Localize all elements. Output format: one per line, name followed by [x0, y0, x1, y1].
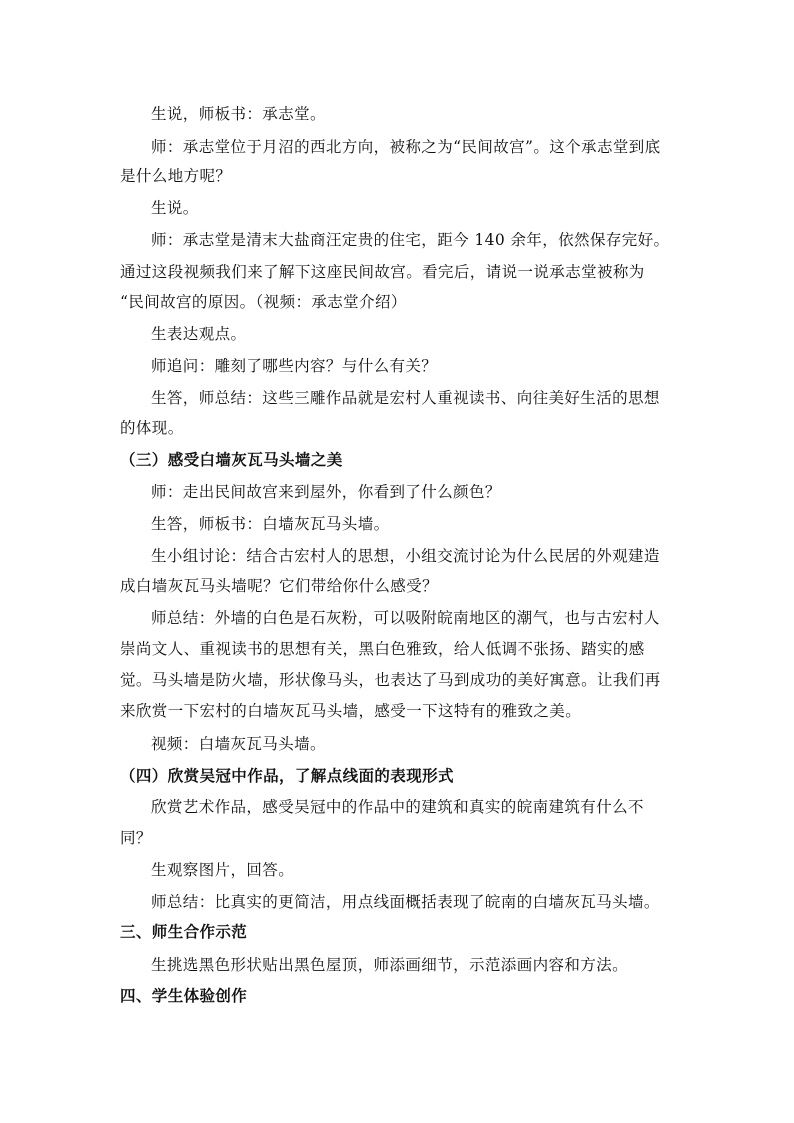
paragraph-line: 同？: [120, 829, 152, 847]
paragraph-line: 视频：白墙灰瓦马头墙。: [151, 735, 326, 753]
paragraph-line: 生观察图片，回答。: [151, 861, 295, 879]
paragraph-line: 生挑选黑色形状贴出黑色屋顶，师添画细节，示范添画内容和方法。: [151, 956, 629, 974]
paragraph-line: 是什么地方呢？: [120, 167, 232, 185]
paragraph-line: 来欣赏一下宏村的白墙灰瓦马头墙，感受一下这特有的雅致之美。: [120, 702, 582, 720]
paragraph-line: 生表达观点。: [151, 325, 247, 343]
paragraph-line: 师：承志堂是清末大盐商汪定贵的住宅，距今 140 余年，依然保存完好。: [151, 231, 670, 249]
paragraph-line: 师：走出民间故宫来到屋外，你看到了什么颜色？: [151, 483, 501, 501]
section-heading: 四、学生体验创作: [120, 986, 248, 1005]
paragraph-line: 欣赏艺术作品，感受吴冠中的作品中的建筑和真实的皖南建筑有什么不: [151, 798, 644, 816]
paragraph-line: 师追问：雕刻了哪些内容？与什么有关？: [151, 357, 438, 375]
paragraph-line: 生答，师总结：这些三雕作品就是宏村人重视读书、向往美好生活的思想: [151, 389, 660, 407]
section-heading: 三、师生合作示范: [120, 922, 248, 941]
section-heading: （三）感受白墙灰瓦马头墙之美: [120, 450, 343, 469]
paragraph-line: 生答，师板书：白墙灰瓦马头墙。: [151, 515, 390, 533]
paragraph-line: 通过这段视频我们来了解下这座民间故宫。看完后，请说一说承志堂被称为: [120, 263, 645, 281]
paragraph-line: 师：承志堂位于月沼的西北方向，被称之为“民间故宫”。这个承志堂到底: [151, 138, 661, 156]
paragraph-line: 师总结：比真实的更简洁，用点线面概括表现了皖南的白墙灰瓦马头墙。: [151, 893, 660, 911]
paragraph-line: 成白墙灰瓦马头墙呢？它们带给你什么感受？: [120, 577, 439, 595]
paragraph-line: 崇尚文人、重视读书的思想有关，黑白色雅致，给人低调不张扬、踏实的感: [120, 640, 645, 658]
paragraph-line: 生说。: [151, 199, 199, 217]
paragraph-line: 生说，师板书：承志堂。: [151, 105, 326, 123]
paragraph-line: 师总结：外墙的白色是石灰粉，可以吸附皖南地区的潮气，也与古宏村人: [151, 609, 660, 627]
paragraph-line: “民间故宫的原因。（视频：承志堂介绍）: [120, 293, 407, 311]
section-heading: （四）欣赏吴冠中作品，了解点线面的表现形式: [120, 766, 454, 785]
paragraph-line: 的体现。: [120, 419, 184, 437]
paragraph-line: 觉。马头墙是防火墙，形状像马头，也表达了马到成功的美好寓意。让我们再: [120, 671, 661, 689]
paragraph-line: 生小组讨论：结合古宏村人的思想，小组交流讨论为什么民居的外观建造: [151, 547, 660, 565]
